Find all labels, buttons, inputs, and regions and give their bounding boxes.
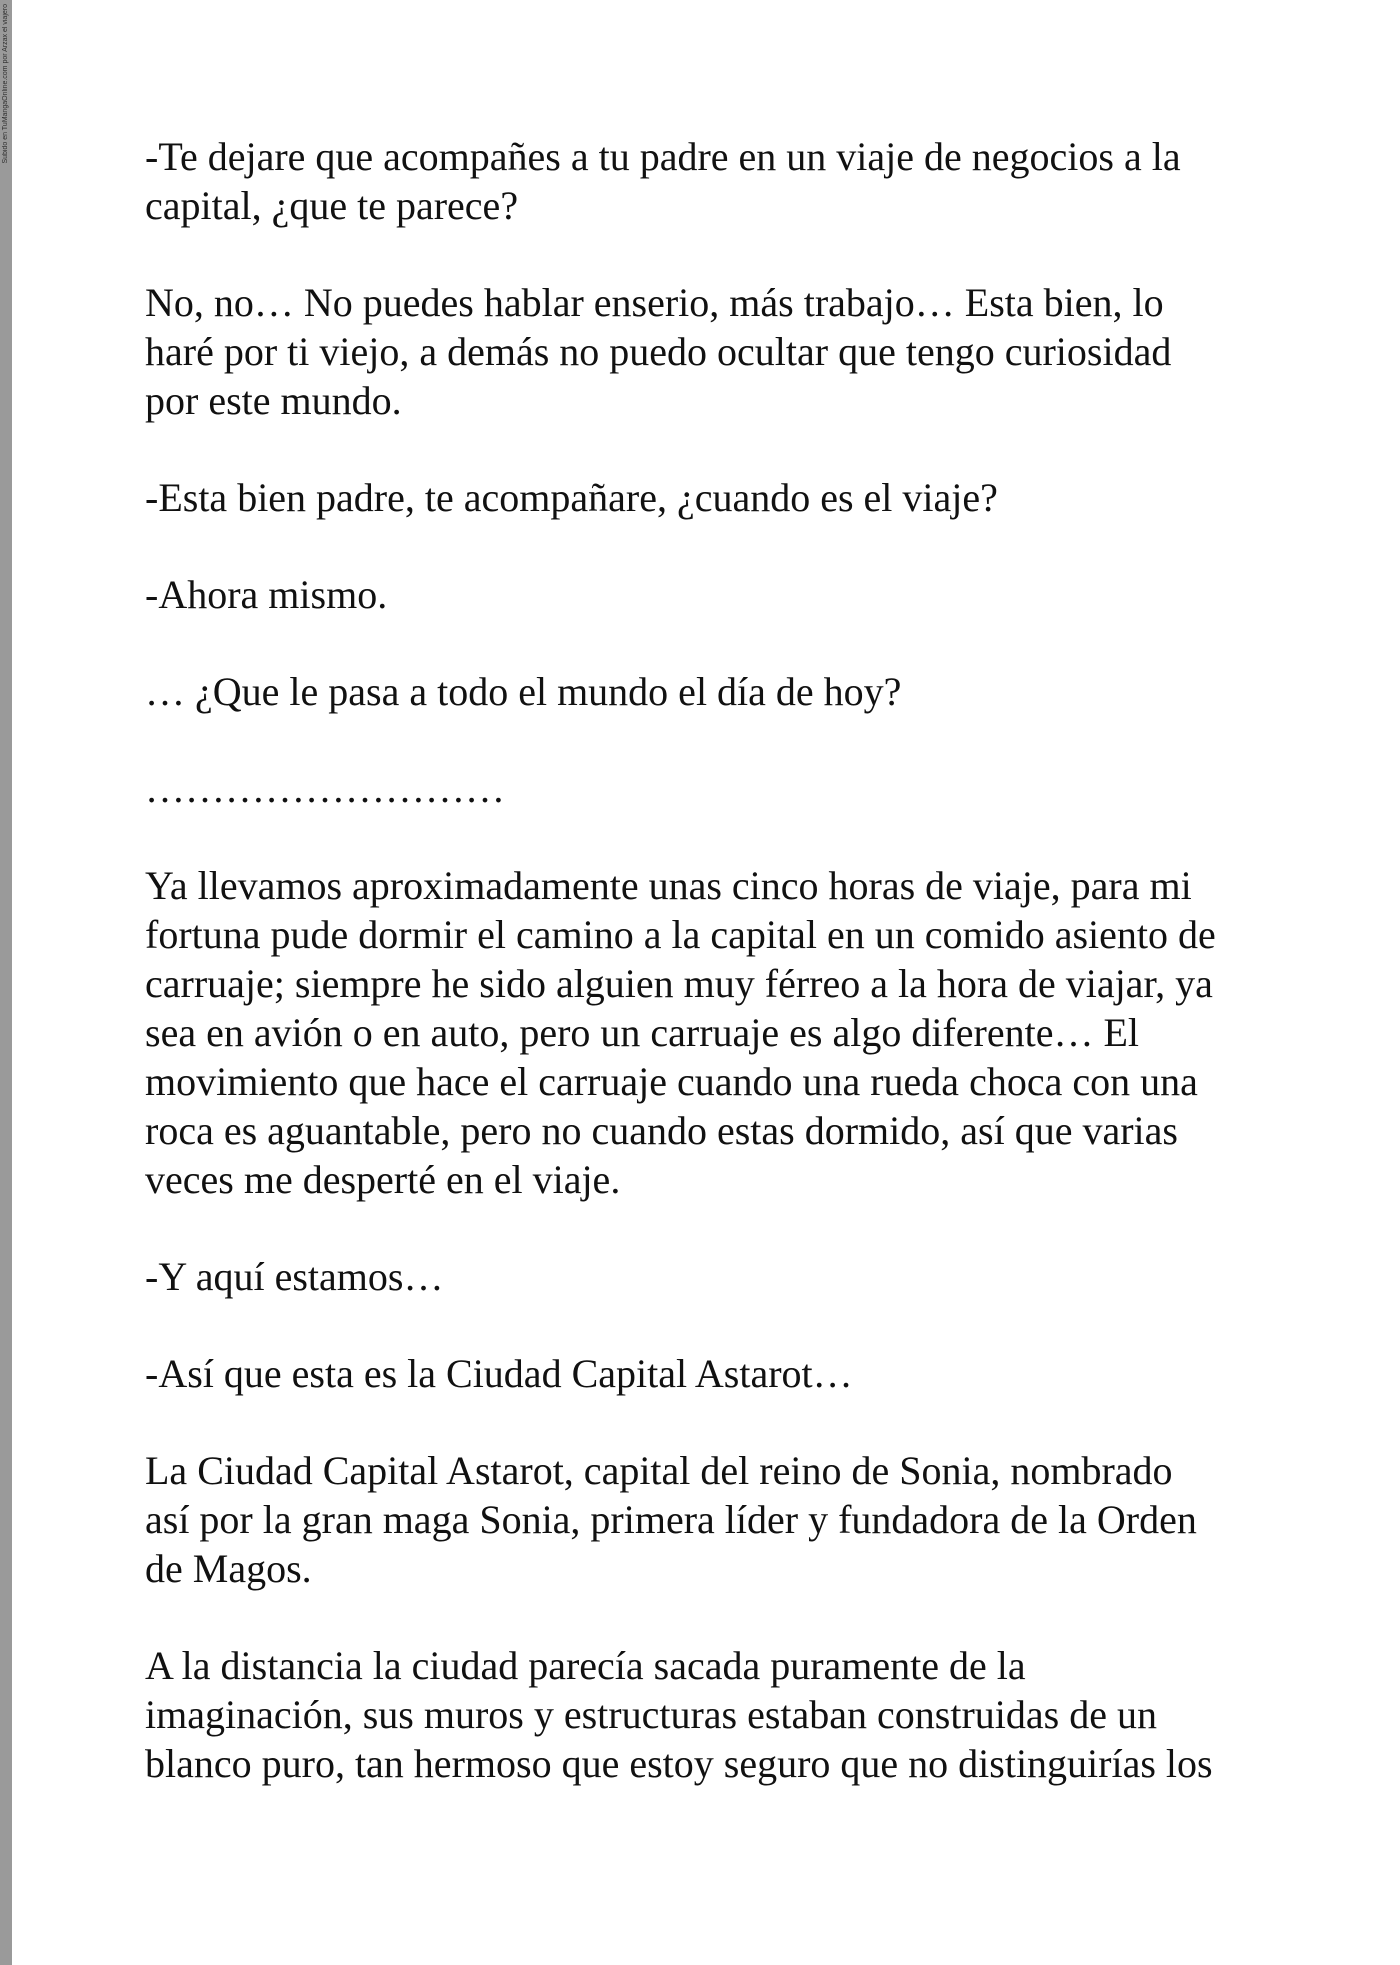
text-line: capital, ¿que te parece?	[145, 183, 519, 228]
text-line: … ¿Que le pasa a todo el mundo el día de hoy?	[145, 669, 902, 714]
paragraph	[145, 132, 1275, 230]
text-line: roca es aguantable, pero no cuando estas dormido, así que varias	[145, 1108, 1178, 1153]
text-line: Ya llevamos aproximadamente unas cinco horas de viaje, para mi	[145, 863, 1192, 908]
text-line: movimiento que hace el carruaje cuando una rueda choca con una	[145, 1059, 1198, 1104]
text-line: veces me desperté en el viaje.	[145, 1157, 621, 1202]
paragraph	[145, 570, 1275, 619]
paragraph	[145, 1349, 1275, 1398]
text-line: sea en avión o en auto, pero un carruaje es algo diferente… El	[145, 1010, 1140, 1055]
text-line: La Ciudad Capital Astarot, capital del reino de Sonia, nombrado	[145, 1448, 1173, 1493]
text-line: A la distancia la ciudad parecía sacada puramente de la	[145, 1643, 1026, 1688]
text-line: -Y aquí estamos…	[145, 1254, 444, 1299]
paragraph	[145, 667, 1275, 716]
document-body	[145, 132, 1275, 1836]
text-line: así por la gran maga Sonia, primera líder y fundadora de la Orden	[145, 1497, 1197, 1542]
text-line: -Ahora mismo.	[145, 572, 388, 617]
paragraph	[145, 278, 1275, 425]
text-line: No, no… No puedes hablar enserio, más trabajo… Esta bien, lo	[145, 280, 1164, 325]
text-line: por este mundo.	[145, 378, 402, 423]
text-line: fortuna pude dormir el camino a la capital en un comido asiento de	[145, 912, 1216, 957]
paragraph	[145, 861, 1275, 1204]
text-line: -Así que esta es la Ciudad Capital Astarot…	[145, 1351, 853, 1396]
paragraph	[145, 473, 1275, 522]
text-line: -Esta bien padre, te acompañare, ¿cuando es el viaje?	[145, 475, 998, 520]
scene-break	[145, 764, 1275, 813]
text-line: imaginación, sus muros y estructuras estaban construidas de un	[145, 1692, 1157, 1737]
upload-credit-text: Subido en TuMangaOnline.com por Arzax el viajero	[2, 4, 9, 164]
page-edge-strip	[0, 0, 12, 1965]
text-line: ………………………	[145, 766, 505, 811]
text-line: haré por ti viejo, a demás no puedo ocultar que tengo curiosidad	[145, 329, 1172, 374]
paragraph	[145, 1641, 1275, 1788]
text-line: de Magos.	[145, 1546, 312, 1591]
text-line: -Te dejare que acompañes a tu padre en un viaje de negocios a la	[145, 134, 1181, 179]
text-line: carruaje; siempre he sido alguien muy férreo a la hora de viajar, ya	[145, 961, 1213, 1006]
upload-credit	[0, 0, 12, 230]
text-line: blanco puro, tan hermoso que estoy seguro que no distinguirías los	[145, 1741, 1213, 1786]
paragraph	[145, 1446, 1275, 1593]
paragraph	[145, 1252, 1275, 1301]
